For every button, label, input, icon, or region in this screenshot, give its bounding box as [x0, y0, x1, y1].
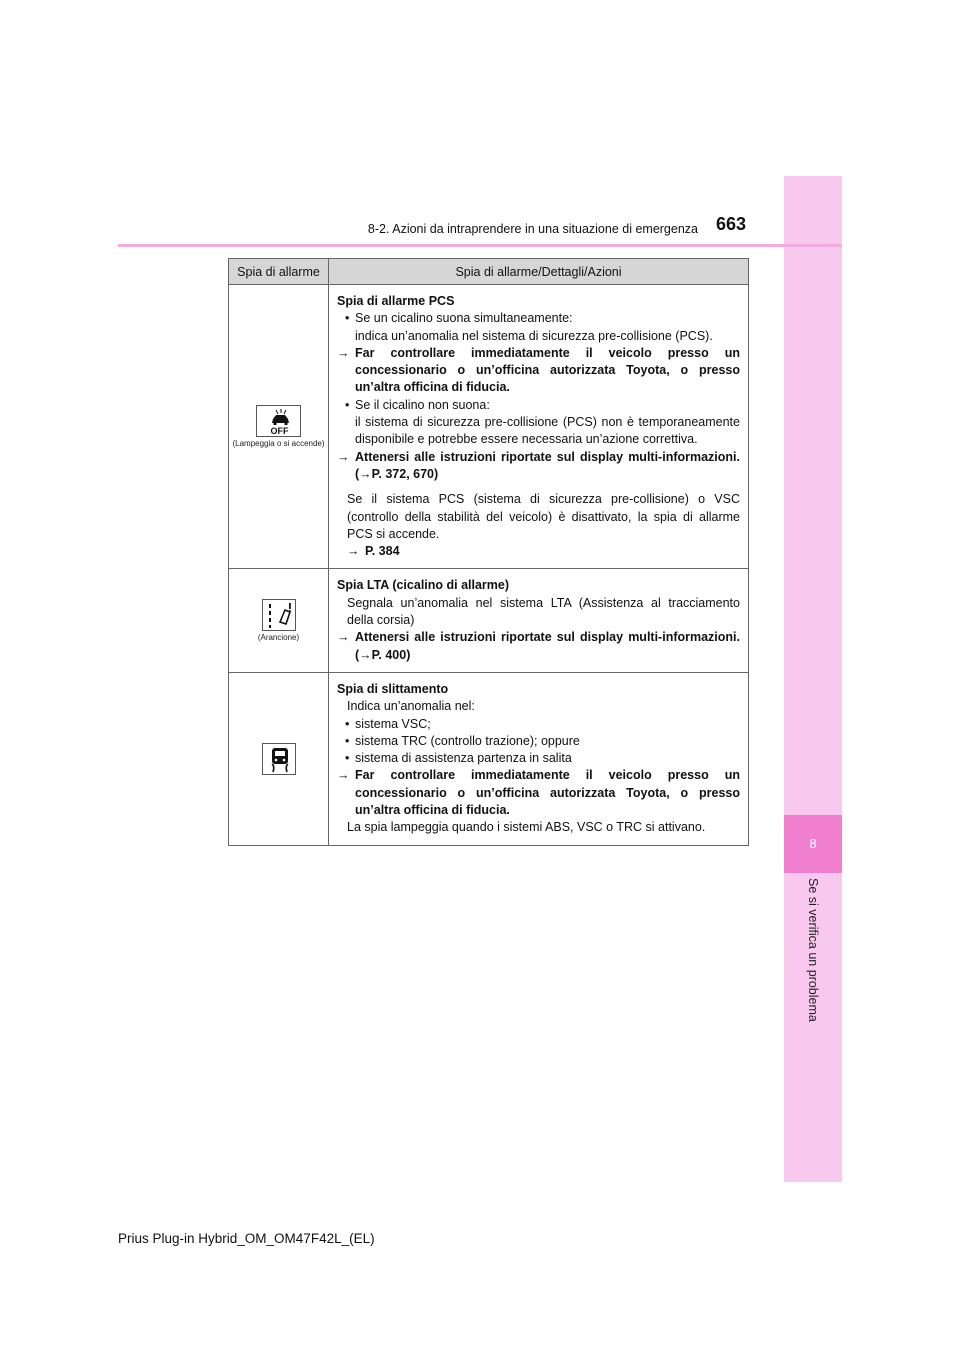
header-rule	[118, 244, 842, 247]
table-header-row	[229, 259, 749, 285]
arrow-right-icon: →	[337, 630, 350, 645]
section-title: 8-2. Azioni da intraprendere in una situazione di emergenza	[367, 222, 698, 236]
icon-note: (Arancione)	[257, 633, 300, 643]
icon-cell	[229, 285, 329, 569]
bullet-item: • sistema di assistenza partenza in salita	[345, 751, 572, 766]
sub-text: indica un’anomalia nel sistema di sicurezza pre-collisione (PCS).	[355, 328, 713, 343]
bullet-item: • sistema TRC (controllo trazione); oppure	[345, 733, 580, 748]
page-ref-link[interactable]: → P. 384	[337, 543, 740, 560]
page-number: 663	[716, 214, 747, 234]
footer-model-code: Prius Plug-in Hybrid_OM_OM47F42L_(EL)	[118, 1231, 375, 1246]
table-row	[229, 285, 749, 569]
chapter-label: Se si verifica un problema	[806, 878, 820, 1022]
pcs-icon-off-text: OFF	[270, 426, 289, 437]
details-cell	[329, 569, 749, 672]
details-cell	[329, 672, 749, 845]
icon-note: (Lampeggia o si accende)	[232, 439, 325, 449]
bullet-item: • sistema VSC;	[345, 716, 431, 731]
arrow-right-icon: →	[347, 544, 360, 559]
action-line: → Far controllare immediatamente il veicolo presso un concessionario o un’officina autorizzata Toyota, o presso un’altra officina di fiducia.	[337, 345, 740, 395]
col-header-details: Spia di allarme/Dettagli/Azioni	[329, 259, 749, 285]
chapter-number: 8	[784, 815, 842, 873]
bullet-item: • Se un cicalino suona simultaneamente:	[345, 311, 573, 326]
table-row	[229, 672, 749, 845]
details-cell	[329, 285, 749, 569]
description-text: Indica un’anomalia nel:	[347, 699, 475, 714]
slip-indicator-icon	[262, 743, 296, 775]
arrow-right-icon: →	[337, 449, 350, 464]
col-header-icon: Spia di allarme	[229, 259, 329, 285]
arrow-right-icon: →	[337, 345, 350, 360]
note-text: Se il sistema PCS (sistema di sicurezza pre-collisione) o VSC (controllo della stabilità del veicolo) è disattivato, la spia di allarme PCS si accende.	[347, 492, 740, 541]
arrow-right-icon: →	[337, 768, 350, 783]
row-title: Spia di slittamento	[337, 681, 449, 696]
sub-text: il sistema di sicurezza pre-collisione (PCS) non è temporaneamente disponibile e potrebbe essere necessaria un’azione correttiva.	[355, 415, 740, 447]
row-title: Spia di allarme PCS	[337, 294, 455, 308]
chapter-label-container	[784, 878, 842, 1178]
note-text: La spia lampeggia quando i sistemi ABS, VSC o TRC si attivano.	[347, 820, 706, 835]
pcs-warning-icon	[256, 405, 301, 437]
row-title: Spia LTA (cicalino di allarme)	[337, 578, 510, 593]
warning-light-table	[228, 258, 749, 846]
icon-cell	[229, 672, 329, 845]
description-text: Segnala un’anomalia nel sistema LTA (Assistenza al tracciamento della corsia)	[347, 595, 740, 628]
table-row	[229, 569, 749, 672]
lta-warning-icon	[262, 599, 296, 631]
action-line: → Attenersi alle istruzioni riportate sul display multi-informazioni. (→P. 400)	[337, 630, 740, 662]
action-line: → Attenersi alle istruzioni riportate sul display multi-informazioni. (→P. 372, 670)	[337, 449, 740, 481]
bullet-item: • Se il cicalino non suona:	[345, 397, 490, 412]
icon-cell	[229, 569, 329, 672]
action-line: → Far controllare immediatamente il veicolo presso un concessionario o un’officina autorizzata Toyota, o presso un’altra officina di fiducia.	[337, 768, 740, 818]
